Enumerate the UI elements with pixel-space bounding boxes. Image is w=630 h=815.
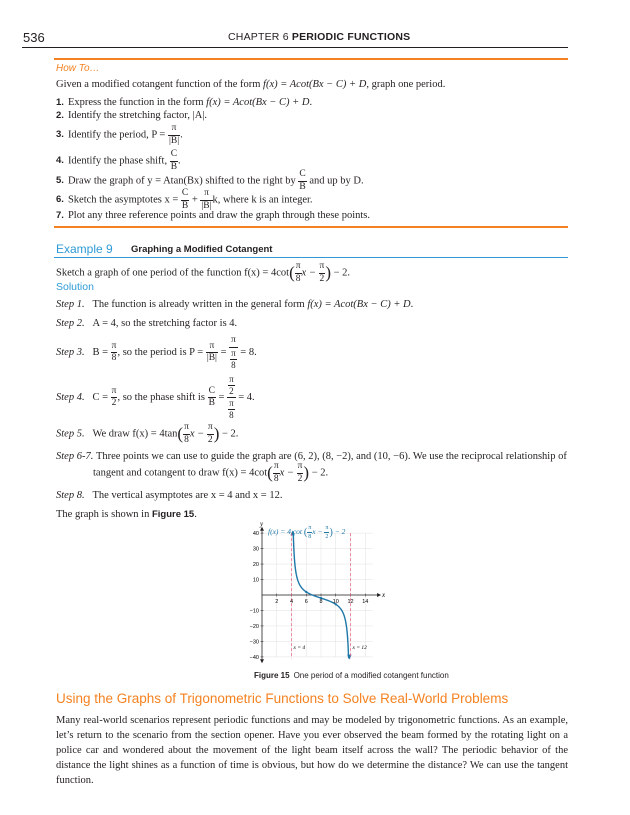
solution-step-1 (56, 299, 413, 310)
fraction: $\frac{\pi}{2}$ (319, 261, 325, 284)
fraction: $\frac{\pi}{|B|}$ (201, 188, 212, 211)
step-mid: x − (189, 428, 207, 440)
y-tick-label: −40 (249, 654, 259, 661)
step-mid: x − (279, 467, 297, 479)
x-tick-label: 8 (319, 599, 323, 605)
x-axis-label: x (382, 591, 386, 599)
x-tick-label: 12 (347, 599, 354, 605)
example-label: Example 9 (56, 242, 113, 256)
howto-step-6 (56, 189, 313, 211)
compound-fraction: $\frac{\pi}{\frac{\pi}{8}}$ (231, 335, 236, 370)
step-text: and up by D. (306, 175, 364, 187)
step-text: Three points we can use to guide the graph are (6, 2), (8, −2), and (10, −6). We use the reciprocal relationship of (95, 451, 567, 462)
solution-step-4 (56, 375, 255, 420)
fraction: $\frac{\pi}{2}$ (297, 461, 303, 484)
step-text: B = (92, 347, 111, 359)
page-number: 536 (23, 30, 45, 45)
equals: = (215, 391, 228, 403)
howto-step-3 (56, 124, 183, 146)
y-tick-label: 10 (252, 577, 259, 584)
function-label: f(x) = 4 cot ( $\frac{\pi}{8}$ x − $\frac{\pi}{2}$ ) − 2 (268, 525, 346, 540)
step-number: 7. (56, 210, 64, 221)
fraction: $\frac{\pi}{8}$ (184, 422, 189, 445)
step-text: , so the phase shift is (117, 391, 208, 403)
compound-fraction: $\frac{\frac{\pi}{2}}{\frac{\pi}{8}}$ (229, 374, 234, 420)
step-text: k, where k is an integer. (212, 194, 313, 206)
step-formula: f(x) = Acot(Bx − C) + D (206, 97, 310, 108)
example-rule (54, 257, 568, 258)
step-text: Express the function in the form (67, 97, 207, 108)
x-tick-label: 4 (289, 599, 294, 605)
step-label: Step 2. (56, 318, 85, 329)
reference-text: The graph is shown in (56, 509, 152, 520)
fraction: $\frac{C}{B}$ (208, 385, 215, 408)
function-label-mid: x − (312, 527, 325, 537)
prompt-text: Sketch a graph of one period of the function f(x) = 4cot (56, 267, 290, 279)
solution-step-3 (56, 336, 257, 370)
x-tick-label: 6 (304, 599, 308, 605)
step-text: . (309, 97, 313, 108)
step-text: Draw the graph of y = Atan(Bx) shifted to the right by (67, 175, 299, 187)
step-number: 3. (56, 129, 64, 141)
howto-step-2 (56, 110, 207, 121)
example-prompt: Sketch a graph of one period of the function f(x) = 4cot( $\frac{\pi}{8}$ x − $\frac{\pi}{2}$ ) − 2. (56, 261, 351, 284)
howto-step-7 (56, 210, 370, 221)
step-label: Step 8. (56, 490, 85, 501)
step-text: C = (92, 391, 111, 403)
step-text: Identify the period, P = (67, 129, 168, 141)
figure-reference: Figure 15 (151, 509, 195, 520)
y-tick-label: −30 (249, 639, 259, 646)
step-text: Identify the phase shift, (67, 155, 170, 167)
step-number: 4. (56, 155, 64, 167)
fraction: $\frac{\pi}{8}$ (308, 525, 312, 540)
y-tick-label: 30 (252, 546, 259, 553)
step-text: Sketch the asymptotes x = (67, 194, 181, 206)
step-number: 5. (56, 175, 64, 187)
howto-intro (56, 79, 445, 90)
x-tick-label: 10 (332, 599, 339, 605)
solution-step-6-7 (56, 451, 567, 462)
equals: = (217, 347, 230, 359)
howto-intro-pre: Given a modified cotangent function of the form (56, 79, 264, 90)
prompt-mid: x − (301, 267, 319, 279)
howto-intro-post: , graph one period. (366, 79, 446, 90)
y-tick-label: −10 (249, 608, 259, 615)
y-tick-label: 40 (252, 531, 259, 538)
function-label-pre: f(x) = 4 cot (268, 527, 304, 537)
fraction: $\frac{\pi}{|B|}$ (168, 123, 180, 146)
caption-label: Figure 15 (254, 671, 290, 680)
caption-text: One period of a modified cotangent function (293, 671, 449, 680)
step-text: The function is already written in the general form (92, 299, 308, 310)
fraction: $\frac{C}{B}$ (299, 169, 306, 192)
solution-step-8 (56, 490, 282, 501)
step-number: 2. (56, 110, 64, 121)
asymptote-label: x = 12 (352, 645, 367, 652)
fraction: $\frac{C}{B}$ (181, 188, 189, 211)
step-text: − 2. (309, 467, 329, 479)
graph-reference (56, 509, 197, 520)
plus-sign: + (189, 194, 201, 206)
chapter-label: CHAPTER 6 (228, 31, 289, 43)
example-title: Graphing a Modified Cotangent (131, 244, 273, 255)
y-axis-arrow-down (260, 659, 264, 663)
step-label: Step 3. (56, 347, 85, 359)
chart-axes (260, 527, 381, 663)
x-tick-label: 14 (362, 599, 369, 605)
step-text: = 4. (235, 391, 255, 403)
header-rule (22, 47, 568, 48)
solution-step-6-7-cont: tangent and cotangent to draw f(x) = 4cot( $\frac{\pi}{8}$ x − $\frac{\pi}{2}$ ) − 2. (93, 461, 329, 484)
step-text: We draw f(x) = 4tan (92, 428, 178, 440)
function-label-post: − 2 (332, 527, 346, 537)
fraction: $\frac{\pi}{2}$ (207, 422, 213, 445)
howto-step-4 (56, 150, 181, 172)
step-text: Identify the stretching factor, |A|. (67, 110, 208, 121)
step-text: = 8. (237, 347, 257, 359)
howto-bottom-rule (54, 226, 568, 228)
y-axis-label: y (260, 520, 264, 528)
solution-step-5: Step 5. We draw f(x) = 4tan( $\frac{\pi}{8}$ x − $\frac{\pi}{2}$ ) − 2. (56, 422, 239, 445)
x-axis-arrow (377, 593, 381, 597)
fraction: $\frac{\pi}{8}$ (111, 340, 117, 364)
step-number: 6. (56, 194, 64, 206)
running-header (228, 31, 410, 43)
step-text: . (410, 299, 414, 310)
fraction: $\frac{\pi}{2}$ (325, 525, 329, 540)
section-paragraph: Many real-world scenarios represent periodic functions and may be modeled by trigonometric functions. As an example, let’s return to the scenario from the section opener. Have you ever observed the beam formed by the rotating light on a police car and wondered about the movement of the light beam itself across the wall? The periodic behavior of the distance the light shines as a function of time is obvious, but how do we determine the distance? We can use the tangent function. (56, 715, 568, 786)
step-text: , so the period is P = (117, 347, 206, 359)
x-tick-label: 2 (275, 599, 279, 605)
fraction: $\frac{\pi}{8}$ (295, 261, 301, 284)
step-text: − 2. (219, 428, 239, 440)
howto-label: How To… (56, 63, 100, 74)
step-text: The vertical asymptotes are x = 4 and x = 12. (92, 490, 283, 501)
step-label: Step 6-7. (56, 451, 94, 462)
fraction: $\frac{C}{B}$ (170, 149, 178, 172)
figure-caption (254, 671, 449, 680)
section-title: Using the Graphs of Trigonometric Functions to Solve Real-World Problems (56, 691, 509, 706)
step-text: . (180, 129, 183, 141)
howto-intro-formula: f(x) = Acot(Bx − C) + D (263, 79, 367, 90)
step-number: 1. (56, 97, 64, 108)
step-text: . (178, 155, 181, 167)
step-label: Step 4. (56, 391, 85, 403)
y-tick-label: −20 (249, 623, 259, 630)
solution-step-2 (56, 318, 237, 329)
howto-step-1 (56, 97, 312, 108)
prompt-text: − 2. (331, 267, 351, 279)
step-text: tangent and cotangent to draw f(x) = 4cot (93, 467, 268, 479)
solution-label: Solution (56, 281, 94, 293)
fraction: $\frac{\pi}{2}$ (111, 385, 117, 408)
step-label: Step 1. (56, 299, 85, 310)
step-formula: f(x) = Acot(Bx − C) + D (307, 299, 411, 310)
step-text: A = 4, so the stretching factor is 4. (92, 318, 238, 329)
fraction: $\frac{\pi}{8}$ (273, 461, 279, 484)
step-text: Plot any three reference points and draw the graph through these points. (67, 210, 371, 221)
step-label: Step 5. (56, 428, 85, 440)
asymptote-label: x = 4 (293, 645, 306, 652)
fraction: $\frac{\pi}{|B|}$ (206, 340, 217, 364)
tick-labels (250, 520, 386, 661)
y-tick-label: 20 (252, 562, 259, 569)
cotangent-graph (240, 520, 390, 666)
howto-top-rule (54, 58, 568, 60)
reference-text: . (194, 509, 197, 520)
chapter-title: PERIODIC FUNCTIONS (291, 31, 411, 43)
